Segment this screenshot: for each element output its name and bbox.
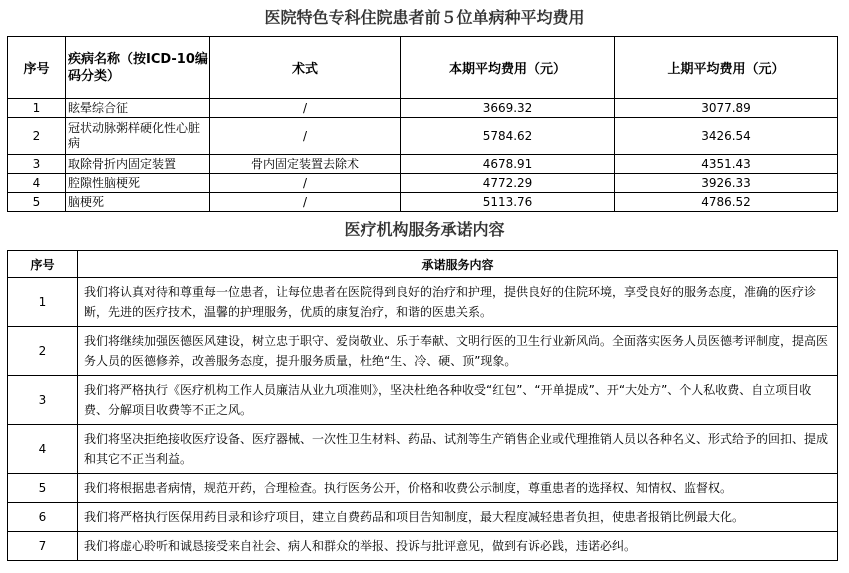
- table1-header-row: [8, 37, 838, 99]
- row-no: 6: [8, 503, 78, 532]
- row-no: 3: [8, 376, 78, 425]
- table-row: [8, 174, 838, 193]
- row-disease: 眩晕综合征: [66, 99, 210, 118]
- header-previous-cost: 上期平均费用（元）: [615, 37, 838, 99]
- header-disease: 疾病名称（按ICD-10编码分类）: [66, 37, 210, 99]
- table-row: [8, 118, 838, 155]
- row-surgery: /: [210, 174, 401, 193]
- table1-title: 医院特色专科住院患者前５位单病种平均费用: [264, 8, 585, 27]
- row-content: 我们将继续加强医德医风建设，树立忠于职守、爱岗敬业、乐于奉献、文明行医的卫生行业新风尚。全面落实医务人员医德考评制度，提高医务人员的医德修养，改善服务态度，提升服务质量，杜绝“生、冷、硬、顶”现象。: [78, 327, 838, 376]
- row-no: 7: [8, 532, 78, 561]
- table-row: [8, 532, 838, 561]
- table-row: [8, 278, 838, 327]
- row-previous-cost: 4351.43: [615, 155, 838, 174]
- row-disease: 脑梗死: [66, 193, 210, 212]
- row-surgery: /: [210, 118, 401, 155]
- row-current-cost: 5784.62: [401, 118, 615, 155]
- row-no: 1: [8, 278, 78, 327]
- table-row: [8, 327, 838, 376]
- header-no: 序号: [8, 251, 78, 278]
- row-current-cost: 5113.76: [401, 193, 615, 212]
- row-current-cost: 4678.91: [401, 155, 615, 174]
- row-no: 3: [8, 155, 66, 174]
- row-content: 我们将坚决拒绝接收医疗设备、医疗器械、一次性卫生材料、药品、试剂等生产销售企业或代理推销人员以各种名义、形式给予的回扣、提成和其它不正当利益。: [78, 425, 838, 474]
- row-content: 我们将根据患者病情，规范开药，合理检查。执行医务公开，价格和收费公示制度，尊重患者的选择权、知情权、监督权。: [78, 474, 838, 503]
- row-no: 2: [8, 327, 78, 376]
- row-content: 我们将严格执行医保用药目录和诊疗项目，建立自费药品和项目告知制度，最大程度减轻患者负担，使患者报销比例最大化。: [78, 503, 838, 532]
- row-content: 我们将认真对待和尊重每一位患者，让每位患者在医院得到良好的治疗和护理，提供良好的住院环境，享受良好的服务态度，准确的医疗诊断，先进的医疗技术，温馨的护理服务，优质的康复治疗，和谐的医患关系。: [78, 278, 838, 327]
- row-surgery: 骨内固定装置去除术: [210, 155, 401, 174]
- row-no: 5: [8, 474, 78, 503]
- row-current-cost: 4772.29: [401, 174, 615, 193]
- row-content: 我们将严格执行《医疗机构工作人员廉洁从业九项准则》，坚决杜绝各种收受“红包”、“开单提成”、开“大处方”、个人私收费、自立项目收费、分解项目收费等不正之风。: [78, 376, 838, 425]
- average-cost-table: [7, 36, 838, 212]
- table2-title: 医疗机构服务承诺内容: [344, 220, 505, 239]
- table-row: [8, 425, 838, 474]
- table-row: [8, 376, 838, 425]
- row-content: 我们将虚心聆听和诚恳接受来自社会、病人和群众的举报、投诉与批评意见，做到有诉必践，违诺必纠。: [78, 532, 838, 561]
- header-current-cost: 本期平均费用（元）: [401, 37, 615, 99]
- header-no: 序号: [8, 37, 66, 99]
- table-row: [8, 503, 838, 532]
- table-row: [8, 155, 838, 174]
- row-previous-cost: 3426.54: [615, 118, 838, 155]
- header-surgery: 术式: [210, 37, 401, 99]
- row-no: 5: [8, 193, 66, 212]
- row-disease: 取除骨折内固定装置: [66, 155, 210, 174]
- row-no: 4: [8, 425, 78, 474]
- row-previous-cost: 3077.89: [615, 99, 838, 118]
- row-no: 2: [8, 118, 66, 155]
- row-surgery: /: [210, 99, 401, 118]
- row-no: 4: [8, 174, 66, 193]
- row-previous-cost: 4786.52: [615, 193, 838, 212]
- service-commitment-table: [7, 250, 838, 561]
- table-row: [8, 474, 838, 503]
- row-previous-cost: 3926.33: [615, 174, 838, 193]
- header-content: 承诺服务内容: [78, 251, 838, 278]
- row-surgery: /: [210, 193, 401, 212]
- table-row: [8, 99, 838, 118]
- row-disease: 冠状动脉粥样硬化性心脏病: [66, 118, 210, 155]
- row-no: 1: [8, 99, 66, 118]
- table-row: [8, 193, 838, 212]
- row-disease: 腔隙性脑梗死: [66, 174, 210, 193]
- row-current-cost: 3669.32: [401, 99, 615, 118]
- table2-header-row: [8, 251, 838, 278]
